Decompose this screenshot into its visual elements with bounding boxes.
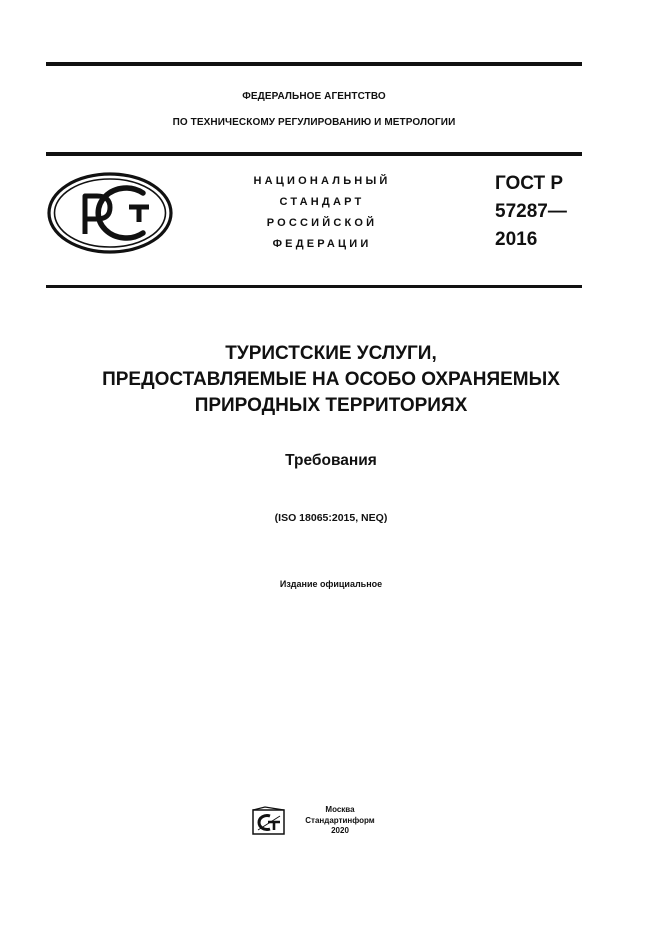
title-line-3: ПРИРОДНЫХ ТЕРРИТОРИЯХ <box>194 395 468 416</box>
title-line-1: ТУРИСТСКИЕ УСЛУГИ, <box>225 343 437 364</box>
standard-line-2: СТАНДАРТ <box>279 196 365 208</box>
agency-name-line-2: ПО ТЕХНИЧЕСКОМУ РЕГУЛИРОВАНИЮ И МЕТРОЛОГИИ <box>172 117 456 128</box>
publisher-city: Москва <box>325 805 355 814</box>
standard-line-4: ФЕДЕРАЦИИ <box>272 238 372 250</box>
title-line-2: ПРЕДОСТАВЛЯЕМЫЕ НА ОСОБО ОХРАНЯЕМЫХ <box>102 369 560 390</box>
standartinform-logo-icon <box>249 806 287 836</box>
national-standard-label <box>232 171 412 255</box>
edition-note: Издание официальное <box>279 579 383 589</box>
publisher-block <box>290 805 390 837</box>
standard-line-3: РОССИЙСКОЙ <box>266 217 378 229</box>
top-rule <box>46 62 582 66</box>
document-subtitle: Требования <box>285 452 377 469</box>
standard-line-1: НАЦИОНАЛЬНЫЙ <box>253 175 391 187</box>
gost-designation-line-2: 57287— <box>495 201 567 222</box>
publication-year: 2020 <box>331 826 349 835</box>
gost-r-certification-mark-icon <box>47 172 173 254</box>
document-title <box>46 341 616 419</box>
middle-rule <box>46 152 582 156</box>
bottom-rule <box>46 285 582 288</box>
publisher-name: Стандартинформ <box>305 815 375 825</box>
iso-reference: (ISO 18065:2015, NEQ) <box>274 512 388 524</box>
gost-designation <box>495 170 567 254</box>
gost-designation-line-1: ГОСТ Р <box>495 173 564 194</box>
gost-designation-line-3: 2016 <box>495 229 538 250</box>
agency-name-line-1: ФЕДЕРАЛЬНОЕ АГЕНТСТВО <box>242 91 386 102</box>
